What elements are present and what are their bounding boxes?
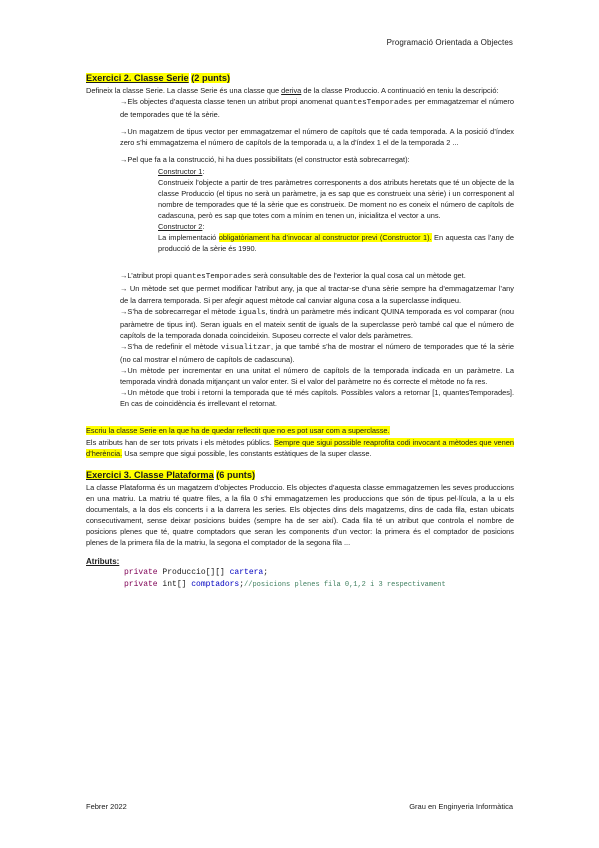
code-line-comptadors: private int[] comptadors;//posicions plenes fila 0,1,2 i 3 respectivament bbox=[124, 580, 446, 590]
constructor1-label: Constructor 1: bbox=[158, 166, 205, 176]
exercise2-intro: Defineix la classe Serie. La classe Serie és una classe que deriva de la classe Produccio. A continuació en teniu la descripció: bbox=[86, 86, 499, 95]
req-attribute: →Els objectes d’aquesta classe tenen un atribut propi anomenat quantesTemporades per emmagatzemar el número de temporades que té la sèrie. bbox=[120, 97, 514, 120]
req-increment: →Un mètode per incrementar en una unitat el número de capítols de la temporada indicada en un paràmetre. La temporada vindrà donada mitjançant un valor enter. Si el valor del paràmetre no és correcte el mètode no fa res. bbox=[120, 366, 514, 387]
exercise3-points: (6 punts) bbox=[216, 469, 256, 480]
footer-date: Febrer 2022 bbox=[86, 802, 127, 811]
code-line-cartera: private Produccio[][] cartera; bbox=[124, 568, 269, 578]
document-body bbox=[86, 72, 514, 591]
exercise3-description: La classe Plataforma és un magatzem d’objectes Produccio. Els objectes d’aquesta classe emmagatzemen les seves produccions en una matriu. La matriu té quatre files, a la fila 0 s’hi emmagatzemen les produccions que són de tipus pel·lícula, a la u els documentals, a la dos els concerts i a la darrera les series. Els objectes dins dels magatzems, dins de cada fila, estan ubicats consecutivament, sense deixar posicions buides (sempre ha de ser així). Cada fila té un atribut que controla el nombre de posicions plenes que té, quatre comptadors que seran les components d’un vector: la primera és el comptador de posicions plenes de la primera fila de la matriu, la segona el comptador de la segona fila ... bbox=[86, 482, 514, 548]
highlight-reuse: Sempre que sigui possible reaprofita codi invocant a mètodes que venen d’herència. bbox=[86, 437, 514, 458]
deriva-word: deriva bbox=[281, 86, 302, 95]
code-term: quantesTemporades bbox=[334, 99, 413, 108]
exercise2-title-label: Exercici 2. Classe Serie bbox=[86, 73, 189, 83]
exercise2-title bbox=[86, 72, 514, 85]
highlight-constructor: obligatòriament ha d’invocar al constructor previ (Constructor 1). bbox=[218, 233, 432, 243]
req-max-temporada: →Un mètode que trobi i retorni la temporada que té més capítols. Possibles valors a retornar [1, quantesTemporades]. En cas de coincidència és irrellevant el retornat. bbox=[120, 388, 514, 409]
constructor1-text: Construeix l’objecte a partir de tres paràmetres corresponents a dos atributs heretats que té un objecte de la classe Produccio (el tipus no serà un paràmetre, ja es sap que es construeix una sèrie) i un corresponent al nombre de temporades que té la sèrie que es construeix. De moment no es coneix el número de capítols de cadascuna, però es sap que totes com a mínim en tenen un, inicialitza el vector a uns. bbox=[158, 177, 514, 220]
exercise3-title-label: Exercici 3. Classe Plataforma bbox=[86, 469, 214, 480]
note-final-class: Escriu la classe Serie en la que ha de quedar reflectit que no es pot usar com a superclasse. bbox=[86, 426, 390, 436]
req-get: →L’atribut propi quantesTemporades serà consultable des de l’exterior la qual cosa cal un mètode get. bbox=[120, 271, 466, 282]
req-iguals: →S’ha de sobrecarregar el mètode iguals, tindrà un paràmetre més indicant QUINA temporada es vol comparar (nou paràmetre de tipus int). Seran iguals en el mateix sentit de iguals de la superclasse però també cal que el número de capítols de la temporada donada coincideixin. Suposeu correcte el valor dels paràmetres. bbox=[120, 306, 514, 340]
req-set: → Un mètode set que permet modificar l’atribut any, ja que al tractar-se d’una sèrie sempre ha d’emmagatzemar l’any de la darrera temporada. Si per afegir aquest mètode cal canviar alguna cosa a la superclasse indiqueu. bbox=[120, 284, 514, 305]
req-vector: →Un magatzem de tipus vector per emmagatzemar el número de capítols que té cada temporada. A la posició d’índex zero s’hi emmagatzema el número de capítols de la temporada u, a la d’índex 1 el de la temporada 2 ... bbox=[120, 127, 514, 148]
page-header: Programació Orientada a Objectes bbox=[386, 38, 513, 47]
exercise2-points: (2 punts) bbox=[191, 73, 231, 83]
req-construction: →Pel que fa a la construcció, hi ha dues possibilitats (el constructor està sobrecarregat): bbox=[120, 155, 410, 165]
req-visualitzar: →S’ha de redefinir el mètode visualitzar, ja que també s’ha de mostrar el número de temporades que té la sèrie (no cal mostrar el número de capítols de cadascuna). bbox=[120, 341, 515, 364]
constructor2-text: La implementació obligatòriament ha d’invocar al constructor previ (Constructor 1). En aquesta cas l’any de producció de la sèrie és 1990. bbox=[158, 233, 514, 254]
note-attributes: Els atributs han de ser tots privats i els mètodes públics. Sempre que sigui possible reaprofita codi invocant a mètodes que venen d’herència. Usa sempre que sigui possible, les constants estàtiques de la super classe. bbox=[86, 437, 514, 458]
attributes-heading: Atributs: bbox=[86, 557, 120, 567]
exercise3-title bbox=[86, 469, 514, 482]
constructor2-label: Constructor 2: bbox=[158, 222, 205, 232]
footer-degree: Grau en Enginyeria Informàtica bbox=[409, 802, 513, 811]
